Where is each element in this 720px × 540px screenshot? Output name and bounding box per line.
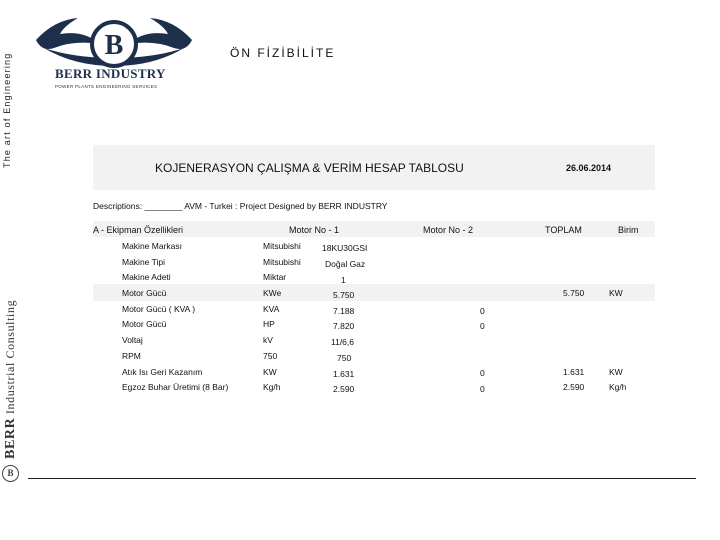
row-motor2: 0 (480, 384, 485, 394)
row-label: Makine Adeti (122, 272, 171, 282)
row-unit1: Kg/h (263, 382, 281, 392)
row-unit1: KWe (263, 288, 282, 298)
row-unit1: HP (263, 319, 275, 329)
row-label: Makine Markası (122, 241, 182, 251)
row-label: Motor Gücü ( KVA ) (122, 304, 196, 314)
row-value1: 1 (341, 275, 346, 285)
row-label: RPM (122, 351, 141, 361)
page-heading: ÖN FİZİBİLİTE (230, 46, 336, 60)
title-band (93, 145, 655, 190)
sidebar-tagline: The art of Engineering (2, 52, 12, 168)
row-total: 5.750 (563, 288, 585, 298)
row-unit: KW (609, 288, 623, 298)
sidebar-brand-text (3, 300, 19, 459)
row-unit1: Mitsubishi (263, 257, 301, 267)
row-unit1: kV (263, 335, 273, 345)
row-value1: 2.590 (333, 384, 355, 394)
row-value1: 1.631 (333, 369, 355, 379)
row-motor2: 0 (480, 368, 485, 378)
row-unit: KW (609, 367, 623, 377)
row-unit1: KVA (263, 304, 280, 314)
brand-circle-icon: B (2, 465, 19, 482)
row-motor2: 0 (480, 306, 485, 316)
row-total: 2.590 (563, 382, 585, 392)
header-section: A - Ekipman Özellikleri (93, 225, 184, 235)
header-motor2: Motor No - 2 (423, 225, 474, 235)
row-unit: Kg/h (609, 382, 627, 392)
row-label: Atık Isı Geri Kazanım (122, 367, 203, 377)
row-value1: Doğal Gaz (325, 259, 366, 269)
row-unit1: 750 (263, 351, 278, 361)
logo-initial: B (104, 30, 124, 61)
row-value1: 7.820 (333, 321, 355, 331)
sheet-date: 26.06.2014 (566, 163, 612, 173)
sheet-title: KOJENERASYON ÇALIŞMA & VERİM HESAP TABLOSU (155, 161, 464, 175)
row-label: Makine Tipi (122, 257, 165, 267)
sidebar-brand-main: BERR (2, 417, 18, 459)
logo-name: BERR INDUSTRY (55, 66, 166, 81)
row-motor2: 0 (480, 321, 485, 331)
row-value1: 750 (337, 353, 352, 363)
row-unit1: Mitsubishi (263, 241, 301, 251)
row-unit1: Miktar (263, 272, 287, 282)
row-label: Motor Gücü (122, 288, 167, 298)
row-total: 1.631 (563, 367, 585, 377)
row-value1: 18KU30GSI (322, 243, 368, 253)
header-unit: Birim (618, 225, 639, 235)
bottom-rule (28, 478, 696, 479)
header-motor1: Motor No - 1 (289, 225, 340, 235)
row-label: Voltaj (122, 335, 143, 345)
descriptions-line: Descriptions: ________ AVM - Turkei : Project Designed by BERR INDUSTRY (93, 201, 388, 211)
sidebar-brand (2, 300, 19, 482)
row-value1: 7.188 (333, 306, 355, 316)
row-value1: 5.750 (333, 290, 355, 300)
sidebar-brand-rest: Industrial Consulting (2, 299, 17, 415)
row-value1: 11/6,6 (331, 337, 355, 347)
header-total: TOPLAM (545, 225, 582, 235)
logo-subtitle: POWER PLANTS ENGINEERING SERVICES (55, 84, 158, 89)
row-label: Egzoz Buhar Üretimi (8 Bar) (122, 382, 229, 392)
row-label: Motor Gücü (122, 319, 167, 329)
row-unit1: KW (263, 367, 277, 377)
